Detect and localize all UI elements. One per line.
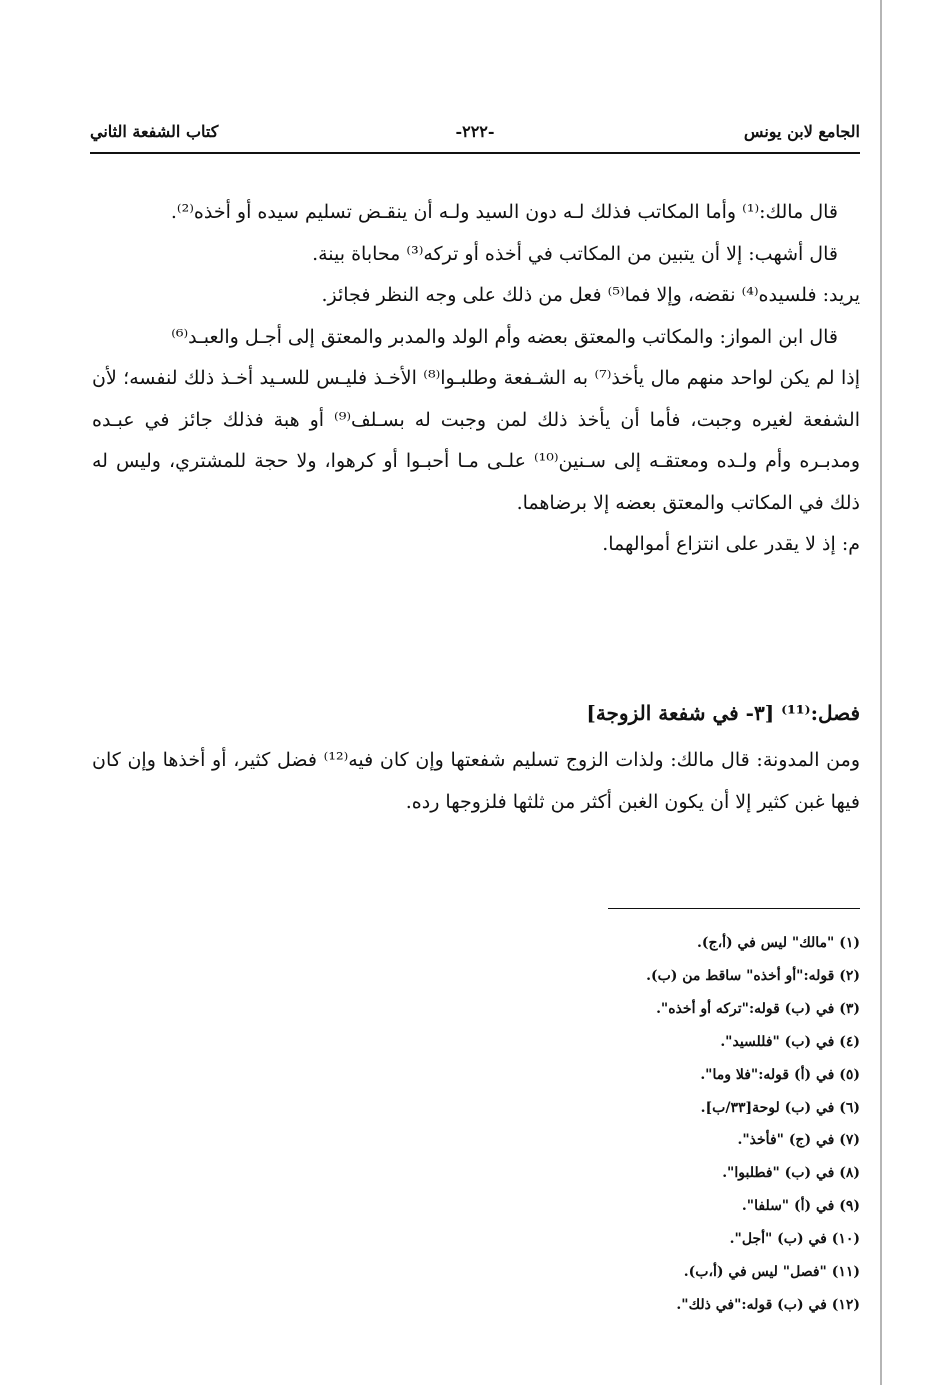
paragraph-ashhab: قال أشهب: إلا أن يتبين من المكاتب في أخذه أو تركه⁽³⁾ محاباة بينة. xyxy=(312,242,838,265)
paragraph-ibn-mawaz: قال ابن المواز: والمكاتب والمعتق بعضه وأم الولد والمدبر والمعتق إلى أجـل والعبـد⁽⁶⁾ xyxy=(171,325,838,348)
footnote-item: (٥) في (أ) قوله:"فلا وما". xyxy=(700,1066,860,1083)
page-edge-line xyxy=(880,0,882,1385)
section-text xyxy=(92,740,860,823)
footnote-item: (٣) في (ب) قوله:"تركه أو أخذه". xyxy=(656,1000,860,1017)
paragraph-malik: قال مالك:⁽¹⁾ وأما المكاتب فذلك لـه دون السيد ولـه أن ينقـض تسليم سيده أو أخذه⁽²⁾. xyxy=(170,201,838,223)
header-book-title: الجامع لابن يونس xyxy=(743,122,860,141)
running-header xyxy=(90,122,860,150)
main-text xyxy=(92,192,860,566)
footnote-item: (٢) قوله:"أو أخذه" ساقط من (ب). xyxy=(646,967,860,984)
header-rule xyxy=(90,152,860,154)
footnote-item: (٩) في (أ) "سلفا". xyxy=(741,1198,860,1215)
page-number: -٢٢٢- xyxy=(455,122,495,141)
paragraph-mudawwana: ومن المدونة: قال مالك: ولذات الزوج تسليم شفعتها وإن كان فيه⁽¹²⁾ فضل كثير، أو أخذها وإن كان فيها غبن كثير إلا أن يكون الغبن أكثر من ثلثها فلزوجها رده. xyxy=(92,749,861,813)
paragraph-mim: م: إذ لا يقدر على انتزاع أموالهما. xyxy=(602,533,860,555)
footnote-item: (١) "مالك" ليس في (أ،ج). xyxy=(697,935,860,951)
header-chapter-title: كتاب الشفعة الثاني xyxy=(90,122,219,141)
footnote-item: (٧) في (ج) "فأخذ". xyxy=(737,1132,860,1149)
footnote-item: (٤) في (ب) "فللسيد". xyxy=(720,1033,860,1050)
footnote-item: (١٢) في (ب) قوله:"في ذلك". xyxy=(676,1296,860,1313)
footnote-item: (٦) في (ب) لوحة[٣٣/ب]. xyxy=(700,1099,860,1116)
footnote-item: (١١) "فصل" ليس في (أ،ب). xyxy=(683,1264,860,1281)
paragraph-yurid: يريد: فلسيده⁽⁴⁾ نقضه، وإلا فما⁽⁵⁾ فعل من ذلك على وجه النظر فجائز. xyxy=(321,284,860,306)
footnote-item: (١٠) في (ب) "أجل". xyxy=(729,1231,860,1248)
footnote-rule xyxy=(608,908,860,909)
paragraph-shufa-continuation: إذا لم يكن لواحد منهم مال يأخذ⁽⁷⁾ به الشـفعة وطلبـوا⁽⁸⁾ الأخـذ فليـس للسـيد أخـذ ذلك لنفسه؛ لأن الشفعة لغيره وجبت، فأما أن يأخذ ذلك لمن وجبت له بسـلف⁽⁹⁾ أو هبة فذلك جائز في عبـده ومدبـره وأم ولـده ومعتقـه إلى سـنين⁽¹⁰⁾ علـى مـا أحبـوا أو كرهوا، ولا حجة للمشتري، وليس له ذلك في المكاتب والمعتق بعضه إلا برضاهما. xyxy=(92,367,861,514)
footnote-item: (٨) في (ب) "فطلبوا". xyxy=(722,1165,860,1182)
section-heading: فصل:⁽¹¹⁾ [٣- في شفعة الزوجة] xyxy=(586,701,860,725)
footnotes-list xyxy=(480,927,860,1322)
